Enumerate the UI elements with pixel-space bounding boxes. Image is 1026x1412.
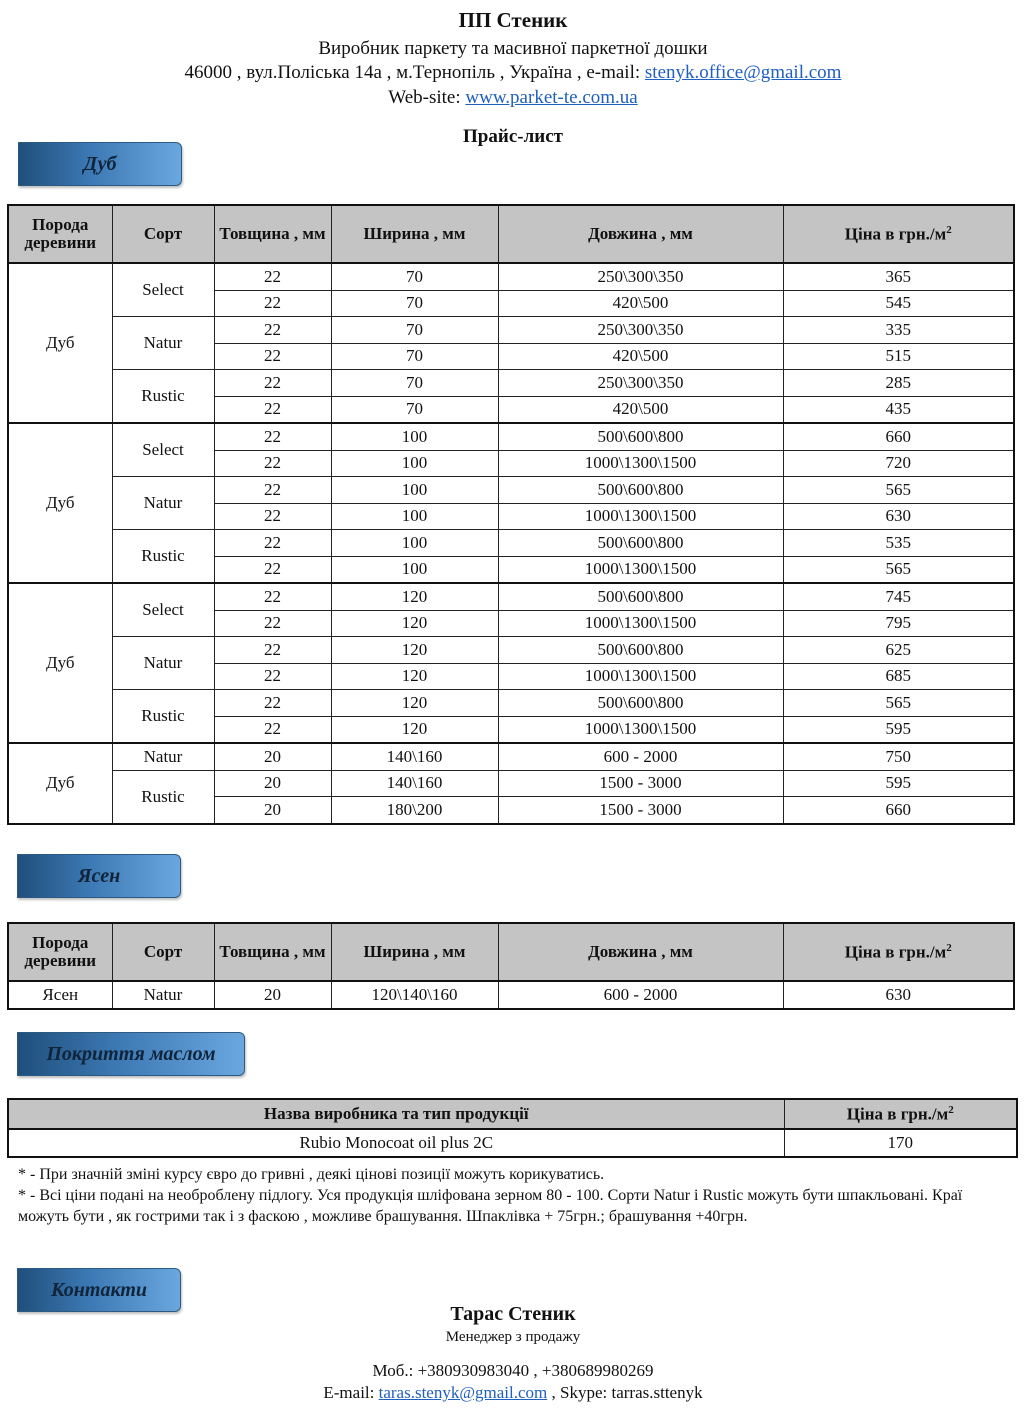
col-header-length: Довжина , мм xyxy=(498,923,783,981)
cell-thickness: 22 xyxy=(214,423,331,450)
cell-length: 500\600\800 xyxy=(498,690,783,717)
table-row xyxy=(8,1129,1017,1157)
table-header-row xyxy=(8,923,1014,981)
cell-thickness: 22 xyxy=(214,503,331,530)
cell-thickness: 22 xyxy=(214,396,331,423)
cell-price: 625 xyxy=(783,637,1014,664)
cell-width: 120 xyxy=(331,663,498,690)
cell-species: Дуб xyxy=(8,743,112,824)
cell-width: 100 xyxy=(331,477,498,504)
cell-width: 100 xyxy=(331,450,498,477)
col-header-price xyxy=(783,205,1014,263)
contact-skype: , Skype: tarras.sttenyk xyxy=(547,1383,703,1402)
price-header-text: Ціна в грн./м xyxy=(844,942,947,962)
cell-width: 100 xyxy=(331,423,498,450)
ash-price-table xyxy=(7,922,1015,1010)
cell-price: 365 xyxy=(783,263,1014,290)
cell-width: 120 xyxy=(331,716,498,743)
cell-thickness: 22 xyxy=(214,690,331,717)
cell-length: 500\600\800 xyxy=(498,423,783,450)
cell-width: 120 xyxy=(331,583,498,610)
col-header-species: Порода деревини xyxy=(8,205,112,263)
cell-price: 545 xyxy=(783,290,1014,317)
cell-thickness: 22 xyxy=(214,450,331,477)
cell-price: 630 xyxy=(783,981,1014,1009)
cell-species: Дуб xyxy=(8,263,112,423)
cell-grade: Natur xyxy=(112,743,214,770)
cell-thickness: 22 xyxy=(214,477,331,504)
cell-grade: Natur xyxy=(112,477,214,530)
cell-length: 1500 - 3000 xyxy=(498,770,783,797)
company-name: ПП Стеник xyxy=(458,8,568,32)
note-currency: * - При значній зміні курсу євро до гривні , деякі цінові позиції можуть корикуватись. xyxy=(18,1166,605,1183)
cell-width: 70 xyxy=(331,263,498,290)
cell-price: 535 xyxy=(783,530,1014,557)
cell-thickness: 22 xyxy=(214,716,331,743)
section-tab-oil: Покриття маслом xyxy=(17,1032,245,1076)
cell-length: 500\600\800 xyxy=(498,477,783,504)
cell-length: 1500 - 3000 xyxy=(498,797,783,824)
oak-price-table xyxy=(7,204,1015,825)
price-list-title: Прайс-лист xyxy=(463,126,563,147)
cell-thickness: 20 xyxy=(214,743,331,770)
cell-width: 180\200 xyxy=(331,797,498,824)
cell-price: 630 xyxy=(783,503,1014,530)
cell-width: 100 xyxy=(331,530,498,557)
cell-thickness: 22 xyxy=(214,663,331,690)
cell-price: 720 xyxy=(783,450,1014,477)
cell-grade: Rustic xyxy=(112,690,214,744)
cell-thickness: 22 xyxy=(214,530,331,557)
company-tagline: Виробник паркету та масивної паркетної дошки xyxy=(318,38,708,59)
cell-length: 600 - 2000 xyxy=(498,981,783,1009)
cell-thickness: 20 xyxy=(214,797,331,824)
cell-length: 1000\1300\1500 xyxy=(498,610,783,637)
contact-role: Менеджер з продажу xyxy=(445,1329,581,1345)
table-row xyxy=(8,743,1014,770)
col-header-length: Довжина , мм xyxy=(498,205,783,263)
cell-price: 565 xyxy=(783,556,1014,583)
cell-width: 70 xyxy=(331,290,498,317)
table-row xyxy=(8,583,1014,610)
cell-thickness: 22 xyxy=(214,370,331,397)
cell-species: Дуб xyxy=(8,423,112,583)
cell-width: 70 xyxy=(331,396,498,423)
cell-grade: Select xyxy=(112,263,214,317)
cell-thickness: 22 xyxy=(214,556,331,583)
section-tab-contacts: Контакти xyxy=(17,1268,181,1312)
cell-price: 685 xyxy=(783,663,1014,690)
col-header-width: Ширина , мм xyxy=(331,923,498,981)
table-row xyxy=(8,263,1014,290)
table-row xyxy=(8,637,1014,664)
cell-length: 1000\1300\1500 xyxy=(498,450,783,477)
cell-price: 660 xyxy=(783,423,1014,450)
cell-grade: Select xyxy=(112,423,214,477)
cell-price: 745 xyxy=(783,583,1014,610)
cell-price: 795 xyxy=(783,610,1014,637)
col-header-width: Ширина , мм xyxy=(331,205,498,263)
cell-width: 120 xyxy=(331,637,498,664)
contact-email-label: E-mail: xyxy=(323,1383,379,1402)
cell-thickness: 22 xyxy=(214,263,331,290)
cell-length: 1000\1300\1500 xyxy=(498,716,783,743)
contact-email-link[interactable]: taras.stenyk@gmail.com xyxy=(378,1383,548,1402)
note-processing: * - Всі ціни подані на необроблену підлогу. Уся продукція шліфована зерном 80 - 100. Сорти Natur і Rustic можуть бути шпакльовані. Краї можуть бути , як гострими так і з фаскою , можливе брашування. Шпаклівка + 75грн.; брашування +40грн. xyxy=(18,1187,963,1225)
price-header-text: Ціна в грн./м xyxy=(846,1104,949,1124)
cell-thickness: 20 xyxy=(214,770,331,797)
cell-width: 120 xyxy=(331,690,498,717)
cell-width: 100 xyxy=(331,503,498,530)
cell-species: Ясен xyxy=(8,981,112,1009)
oil-price-table xyxy=(7,1098,1018,1158)
table-row xyxy=(8,530,1014,557)
cell-price: 595 xyxy=(783,770,1014,797)
cell-price: 565 xyxy=(783,477,1014,504)
table-row xyxy=(8,370,1014,397)
table-row xyxy=(8,423,1014,450)
section-tab-ash: Ясен xyxy=(17,854,181,898)
table-header-row xyxy=(8,1099,1017,1129)
table-header-row xyxy=(8,205,1014,263)
col-header-grade: Сорт xyxy=(112,205,214,263)
cell-price: 660 xyxy=(783,797,1014,824)
cell-length: 250\300\350 xyxy=(498,370,783,397)
section-tab-oak: Дуб xyxy=(18,142,182,186)
col-header-thickness: Товщина , мм xyxy=(214,205,331,263)
cell-price: 595 xyxy=(783,716,1014,743)
cell-price: 435 xyxy=(783,396,1014,423)
cell-grade: Select xyxy=(112,583,214,637)
cell-thickness: 22 xyxy=(214,610,331,637)
col-header-price xyxy=(784,1099,1017,1129)
table-row xyxy=(8,981,1014,1009)
cell-species: Дуб xyxy=(8,583,112,743)
cell-grade: Rustic xyxy=(112,530,214,584)
col-header-species: Порода деревини xyxy=(8,923,112,981)
cell-length: 500\600\800 xyxy=(498,583,783,610)
cell-length: 1000\1300\1500 xyxy=(498,663,783,690)
table-row xyxy=(8,477,1014,504)
cell-width: 140\160 xyxy=(331,770,498,797)
table-row xyxy=(8,690,1014,717)
cell-price: 285 xyxy=(783,370,1014,397)
cell-width: 120\140\160 xyxy=(331,981,498,1009)
cell-thickness: 22 xyxy=(214,317,331,344)
contact-phones: Моб.: +380930983040 , +380689980269 xyxy=(372,1361,654,1380)
cell-grade: Rustic xyxy=(112,370,214,424)
company-email-link[interactable]: stenyk.office@gmail.com xyxy=(644,62,842,83)
cell-width: 70 xyxy=(331,370,498,397)
cell-thickness: 22 xyxy=(214,290,331,317)
cell-length: 600 - 2000 xyxy=(498,743,783,770)
cell-length: 420\500 xyxy=(498,343,783,370)
cell-grade: Natur xyxy=(112,981,214,1009)
table-row xyxy=(8,317,1014,344)
cell-length: 1000\1300\1500 xyxy=(498,503,783,530)
address-line xyxy=(0,62,1026,84)
cell-price: 565 xyxy=(783,690,1014,717)
cell-grade: Natur xyxy=(112,637,214,690)
table-row xyxy=(8,770,1014,797)
cell-length: 420\500 xyxy=(498,290,783,317)
website-line xyxy=(0,87,1026,109)
contact-email-line xyxy=(0,1383,1026,1403)
cell-length: 250\300\350 xyxy=(498,263,783,290)
cell-width: 100 xyxy=(331,556,498,583)
address-text: 46000 , вул.Поліська 14а , м.Тернопіль , Україна , e-mail: xyxy=(184,62,645,83)
price-header-text: Ціна в грн./м xyxy=(844,224,947,244)
cell-width: 120 xyxy=(331,610,498,637)
cell-product: Rubio Monocoat oil plus 2C xyxy=(8,1129,784,1157)
price-header-sup: 2 xyxy=(948,1103,954,1116)
cell-price: 335 xyxy=(783,317,1014,344)
cell-width: 140\160 xyxy=(331,743,498,770)
col-header-grade: Сорт xyxy=(112,923,214,981)
cell-length: 250\300\350 xyxy=(498,317,783,344)
cell-thickness: 22 xyxy=(214,343,331,370)
website-link[interactable]: www.parket-te.com.ua xyxy=(465,87,638,108)
cell-length: 500\600\800 xyxy=(498,637,783,664)
website-label: Web-site: xyxy=(388,87,466,108)
cell-length: 420\500 xyxy=(498,396,783,423)
col-header-thickness: Товщина , мм xyxy=(214,923,331,981)
price-header-sup: 2 xyxy=(946,223,952,236)
cell-length: 500\600\800 xyxy=(498,530,783,557)
cell-width: 70 xyxy=(331,343,498,370)
contact-name: Тарас Стеник xyxy=(450,1303,576,1325)
col-header-price xyxy=(783,923,1014,981)
cell-length: 1000\1300\1500 xyxy=(498,556,783,583)
cell-thickness: 22 xyxy=(214,637,331,664)
cell-width: 70 xyxy=(331,317,498,344)
cell-price: 170 xyxy=(784,1129,1017,1157)
col-header-product: Назва виробника та тип продукції xyxy=(8,1099,784,1129)
cell-price: 515 xyxy=(783,343,1014,370)
price-header-sup: 2 xyxy=(946,941,952,954)
cell-thickness: 20 xyxy=(214,981,331,1009)
cell-thickness: 22 xyxy=(214,583,331,610)
cell-price: 750 xyxy=(783,743,1014,770)
cell-grade: Rustic xyxy=(112,770,214,824)
cell-grade: Natur xyxy=(112,317,214,370)
